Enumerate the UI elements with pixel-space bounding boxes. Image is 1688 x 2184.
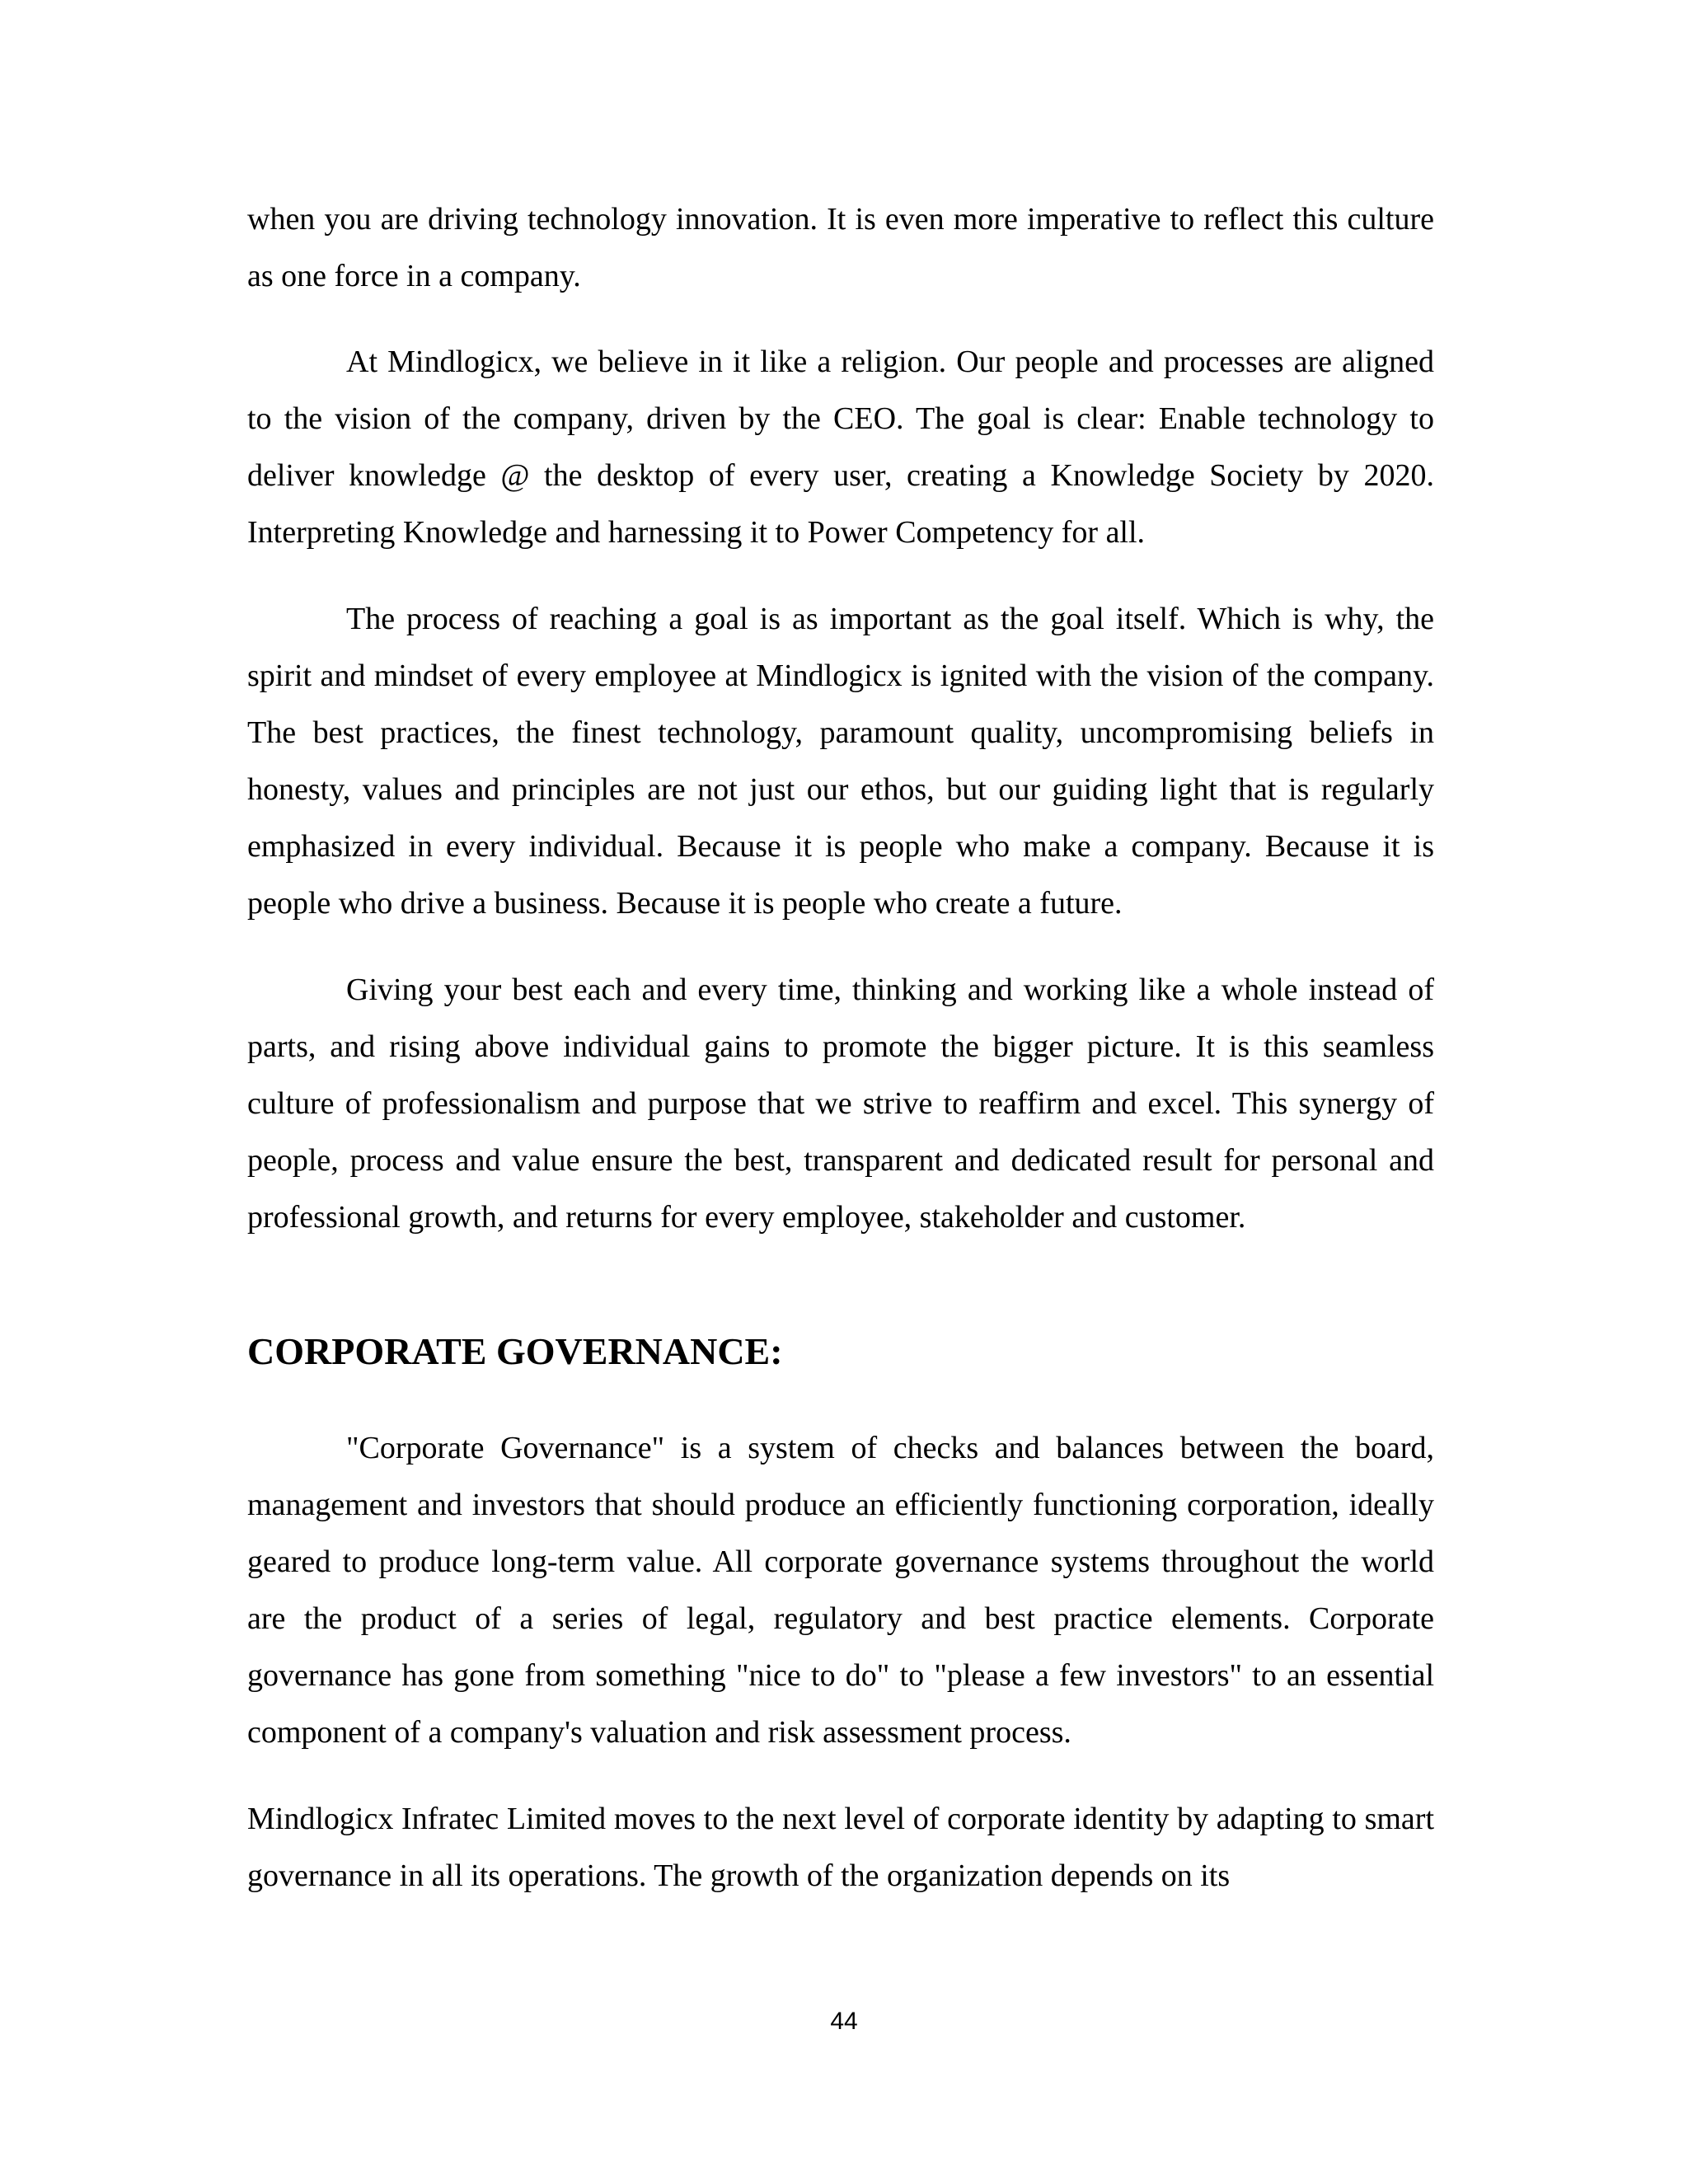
paragraph-mindlogicx-belief: At Mindlogicx, we believe in it like a religion. Our people and processes are aligned to the vision of the company, driven by the CEO. The goal is clear: Enable technology to deliver knowledge @ the desktop of every user, creating a Knowledge Society by 2020. Interpreting Knowledge and harnessing it to Power Competency for all.: [247, 344, 1434, 550]
paragraph-corporate-governance-definition: "Corporate Governance" is a system of checks and balances between the board, management and investors that should produce an efficiently functioning corporation, ideally geared to produce long-term value. All corporate governance systems throughout the world are the product of a series of legal, regulatory and best practice elements. Corporate governance has gone from something "nice to do" to "please a few investors" to an essential component of a company's valuation and risk assessment process.: [247, 1431, 1434, 1750]
paragraph-giving-best: Giving your best each and every time, thinking and working like a whole instead of parts, and rising above individual gains to promote the bigger picture. It is this seamless culture of professionalism and purpose that we strive to reaffirm and excel. This synergy of people, process and value ensure the best, transparent and dedicated result for personal and professional growth, and returns for every employee, stakeholder and customer.: [247, 972, 1434, 1235]
paragraph-continuation: when you are driving technology innovation. It is even more imperative to reflect this culture as one force in a company.: [247, 202, 1434, 293]
page-number: 44: [830, 2008, 858, 2035]
paragraph-process-goal: The process of reaching a goal is as important as the goal itself. Which is why, the spirit and mindset of every employee at Mindlogicx is ignited with the vision of the company. The best practices, the finest technology, paramount quality, uncompromising beliefs in honesty, values and principles are not just our ethos, but our guiding light that is regularly emphasized in every individual. Because it is people who make a company. Because it is people who drive a business. Because it is people who create a future.: [247, 602, 1434, 921]
section-heading-corporate-governance: CORPORATE GOVERNANCE:: [247, 1330, 783, 1372]
paragraph-smart-governance: Mindlogicx Infratec Limited moves to the next level of corporate identity by adapting to smart governance in all its operations. The growth of the organization depends on its: [247, 1802, 1434, 1893]
